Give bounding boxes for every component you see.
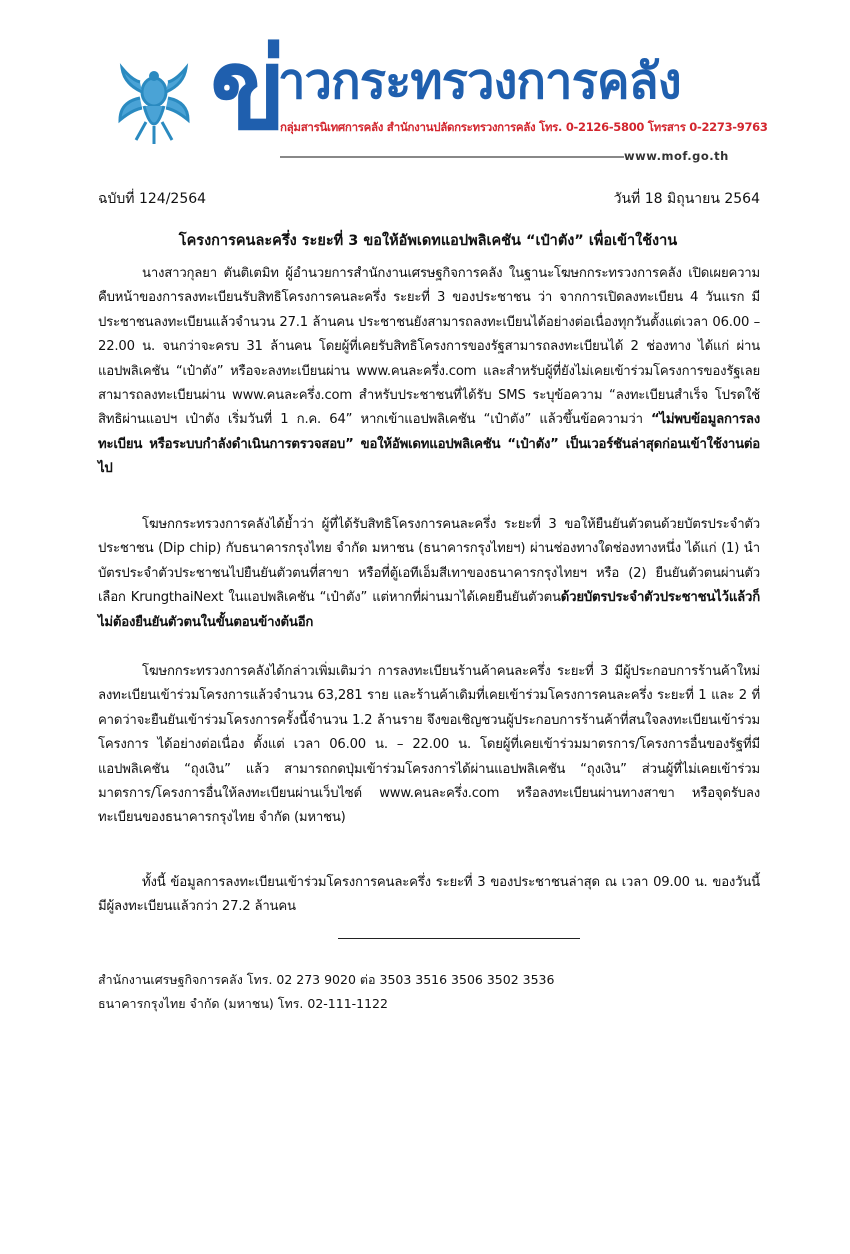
paragraph-3: โฆษกกระทรวงการคลังได้กล่าวเพิ่มเติมว่า การลงทะเบียนร้านค้าคนละครึ่ง ระยะที่ 3 มีผู้ประกอบการร้านค้าใหม่ลงทะเบียนเข้าร่วมโครงการแล้วจำนวน 63,281 ราย และร้านค้าเดิมที่เคยเข้าร่วมโครงการคนละครึ่ง ระยะที่ 1 และ 2 ที่คาดว่าจะยืนยันเข้าร่วมโครงการครั้งนี้จำนวน 1.2 ล้านราย จึงขอเชิญชวนผู้ประกอบการร้านค้าที่สนใจลงทะเบียนเข้าร่วมโครงการ ได้อย่างต่อเนื่อง ตั้งแต่ เวลา 06.00 น. – 22.00 น. โดยผู้ที่เคยเข้าร่วมมาตรการ/โครงการอื่นของรัฐที่มีแอปพลิเคชัน “ถุงเงิน” แล้ว สามารถกดปุ่มเข้าร่วมโครงการได้ผ่านแอปพลิเคชัน “ถุงเงิน” ส่วนผู้ที่ไม่เคยเข้าร่วมมาตรการ/โครงการอื่นให้ลงทะเบียนผ่านเว็บไซต์ www.คนละครึ่ง.com หรือลงทะเบียนผ่านทางสาขา หรือจุดรับลงทะเบียนของธนาคารกรุงไทย จำกัด (มหาชน) bbox=[98, 664, 760, 826]
contact-line: สำนักงานเศรษฐกิจการคลัง โทร. 02 273 9020 ต่อ 3503 3516 3506 3502 3536 bbox=[98, 972, 555, 987]
garuda-seal-icon bbox=[118, 62, 190, 146]
paragraph-1-text: นางสาวกุลยา ตันติเตมิท ผู้อำนวยการสำนักงานเศรษฐกิจการคลัง ในฐานะโฆษกกระทรวงการคลัง เปิดเผยความคืบหน้าของการลงทะเบียนรับสิทธิโครงการคนละครึ่ง ระยะที่ 3 ของประชาชน ว่า จากการเปิดลงทะเบียน 4 วันแรก มีประชาชนลงทะเบียนแล้วจำนวน 27.1 ล้านคน ประชาชนยังสามารถลงทะเบียนได้อย่างต่อเนื่องทุกวันตั้งแต่เวลา 06.00 – 22.00 น. จนกว่าจะครบ 31 ล้านคน โดยผู้ที่เคยรับสิทธิโครงการของรัฐสามารถลงทะเบียนได้ 2 ช่องทาง ได้แก่ ผ่านแอปพลิเคชัน “เป๋าตัง” หรือจะลงทะเบียนผ่าน www.คนละครึ่ง.com และสำหรับผู้ที่ยังไม่เคยเข้าร่วมโครงการของรัฐเลยสามารถลงทะเบียนผ่าน www.คนละครึ่ง.com สำหรับประชาชนที่ได้รับ SMS ระบุข้อความ “ลงทะเบียนสำเร็จ โปรดใช้สิทธิผ่านแอปฯ เป๋าตัง เริ่มวันที่ 1 ก.ค. 64” หากเข้าแอปพลิเคชัน “เป๋าตัง” แล้วขึ้นข้อความว่า bbox=[98, 266, 760, 428]
paragraph-2-text: โฆษกกระทรวงการคลังได้ย้ำว่า ผู้ที่ได้รับสิทธิโครงการคนละครึ่ง ระยะที่ 3 ขอให้ยืนยันตัวตนด้วยบัตรประจำตัวประชาชน (Dip chip) กับธนาคารกรุงไทย จำกัด มหาชน (ธนาคารกรุงไทยฯ) ผ่านช่องทางใดช่องทางหนึ่ง ได้แก่ (1) นำบัตรประจำตัวประชาชนไปยืนยันตัวตนที่สาขา หรือที่ตู้เอทีเอ็มสีเทาของธนาคารกรุงไทยฯ หรือ (2) ยืนยันตัวตนผ่านตัวเลือก KrungthaiNext ในแอปพลิเคชัน “เป๋าตัง” แต่หากที่ผ่านมาได้เคยยืนยันตัวตน bbox=[98, 517, 760, 606]
banner-website[interactable]: www.mof.go.th bbox=[624, 149, 729, 163]
contact-line: ธนาคารกรุงไทย จำกัด (มหาชน) โทร. 02-111-1122 bbox=[98, 996, 388, 1011]
paragraph-2-bold: ด้วยบัตรประจำตัวประชาชนไว้แล้วก็ไม่ต้องยืนยันตัวตนในขั้นตอนข้างต้นอีก bbox=[98, 590, 760, 630]
banner-contact-line: กลุ่มสารนิเทศการคลัง สำนักงานปลัดกระทรวงการคลัง โทร. 0-2126-5800 โทรสาร 0-2273-9763 bbox=[280, 120, 768, 134]
paragraph-2 bbox=[98, 513, 760, 635]
banner-title: าวกระทรวงการคลัง bbox=[278, 53, 681, 110]
headline: โครงการคนละครึ่ง ระยะที่ 3 ขอให้อัพเดทแอปพลิเคชัน “เป๋าตัง” เพื่อเข้าใช้งาน bbox=[178, 233, 678, 249]
closing-divider bbox=[338, 938, 580, 939]
issue-number: ฉบับที่ 124/2564 bbox=[98, 191, 207, 207]
banner-divider bbox=[280, 156, 624, 158]
paragraph-1-bold: “ไม่พบข้อมูลการลงทะเบียน หรือระบบกำลังดำเนินการตรวจสอบ” ขอให้อัพเดทแอปพลิเคชัน “เป๋าตัง” เป็นเวอร์ชันล่าสุดก่อนเข้าใช้งานต่อไป bbox=[98, 412, 760, 477]
banner-lead-letter: ข่ bbox=[210, 25, 287, 155]
header-banner bbox=[110, 25, 768, 168]
issue-date: วันที่ 18 มิถุนายน 2564 bbox=[613, 191, 760, 207]
paragraph-1 bbox=[98, 262, 760, 482]
paragraph-4: ทั้งนี้ ข้อมูลการลงทะเบียนเข้าร่วมโครงการคนละครึ่ง ระยะที่ 3 ของประชาชนล่าสุด ณ เวลา 09.00 น. ของวันนี้ มีผู้ลงทะเบียนแล้วกว่า 27.2 ล้านคน bbox=[98, 875, 760, 915]
